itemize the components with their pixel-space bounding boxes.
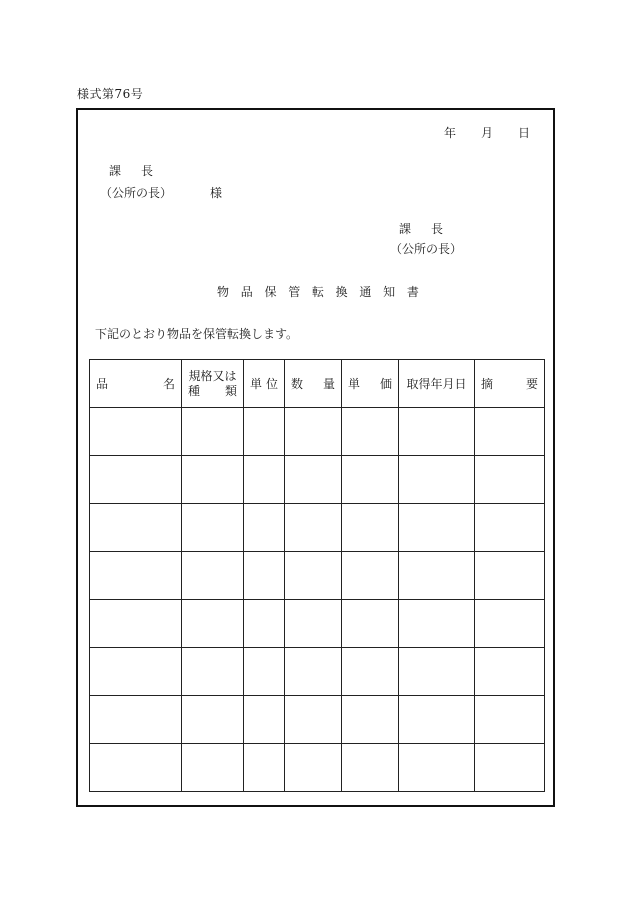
table-cell[interactable] <box>342 456 399 504</box>
table-row <box>90 744 545 792</box>
title-char: 物 <box>217 285 230 299</box>
header-char: 数 <box>291 377 304 391</box>
header-char: 位 <box>265 377 278 391</box>
table-cell[interactable] <box>244 696 285 744</box>
date-year-label: 年 <box>444 126 457 140</box>
table-cell[interactable] <box>244 744 285 792</box>
sender-title <box>399 220 443 237</box>
title-char: 知 <box>383 285 396 299</box>
table-cell[interactable] <box>285 456 342 504</box>
header-acquired-date <box>399 360 475 408</box>
header-char: 単 <box>348 377 361 391</box>
title-char: 管 <box>288 285 301 299</box>
table-cell[interactable] <box>475 648 545 696</box>
table-row <box>90 552 545 600</box>
table-cell[interactable] <box>244 456 285 504</box>
table-cell[interactable] <box>475 696 545 744</box>
table-cell[interactable] <box>399 744 475 792</box>
items-table <box>89 359 545 792</box>
header-char: 摘 <box>481 377 494 391</box>
table-cell[interactable] <box>342 408 399 456</box>
table-cell[interactable] <box>399 456 475 504</box>
table-cell[interactable] <box>342 600 399 648</box>
table-cell[interactable] <box>90 504 182 552</box>
table-cell[interactable] <box>399 696 475 744</box>
title-char: 書 <box>406 285 419 299</box>
table-cell[interactable] <box>285 744 342 792</box>
header-spec <box>182 360 244 408</box>
table-cell[interactable] <box>399 504 475 552</box>
table-cell[interactable] <box>475 744 545 792</box>
table-cell[interactable] <box>342 504 399 552</box>
header-char: 品 <box>96 377 109 391</box>
header-char: 価 <box>379 377 392 391</box>
table-cell[interactable] <box>90 552 182 600</box>
title-char: 通 <box>359 285 372 299</box>
table-row <box>90 696 545 744</box>
table-cell[interactable] <box>182 696 244 744</box>
table-cell[interactable] <box>399 552 475 600</box>
table-cell[interactable] <box>182 648 244 696</box>
addressee-title <box>109 162 153 179</box>
table-cell[interactable] <box>475 456 545 504</box>
table-cell[interactable] <box>285 552 342 600</box>
header-char: 名 <box>162 377 175 391</box>
table-cell[interactable] <box>475 504 545 552</box>
addressee-title-char-2: 長 <box>140 164 153 178</box>
addressee-honorific: 様 <box>210 186 223 200</box>
table-row <box>90 600 545 648</box>
header-char: 単 <box>250 377 263 391</box>
table-row <box>90 504 545 552</box>
table-cell[interactable] <box>90 408 182 456</box>
table-body <box>90 408 545 792</box>
form-frame <box>76 108 555 807</box>
table-cell[interactable] <box>90 456 182 504</box>
table-cell[interactable] <box>342 696 399 744</box>
title-char: 転 <box>311 285 324 299</box>
date-day-label: 日 <box>517 126 530 140</box>
addressee-title-char-1: 課 <box>109 164 122 178</box>
title-char: 換 <box>335 285 348 299</box>
table-cell[interactable] <box>182 408 244 456</box>
table-cell[interactable] <box>399 648 475 696</box>
table-cell[interactable] <box>182 504 244 552</box>
sender-title-char-2: 長 <box>430 222 443 236</box>
title-char: 品 <box>240 285 253 299</box>
date-month-label: 月 <box>480 126 493 140</box>
table-cell[interactable] <box>244 600 285 648</box>
table-row <box>90 456 545 504</box>
table-cell[interactable] <box>342 744 399 792</box>
addressee-office: （公所の長） <box>100 186 173 200</box>
table-cell[interactable] <box>475 600 545 648</box>
header-acquired-date-label: 取得年月日 <box>406 377 467 391</box>
table-cell[interactable] <box>285 408 342 456</box>
header-item-name <box>90 360 182 408</box>
form-number: 様式第76号 <box>77 87 144 101</box>
table-cell[interactable] <box>244 648 285 696</box>
header-remarks <box>475 360 545 408</box>
table-cell[interactable] <box>90 600 182 648</box>
table-cell[interactable] <box>182 456 244 504</box>
table-cell[interactable] <box>182 744 244 792</box>
header-price <box>342 360 399 408</box>
table-cell[interactable] <box>342 552 399 600</box>
table-cell[interactable] <box>285 504 342 552</box>
table-cell[interactable] <box>90 744 182 792</box>
table-cell[interactable] <box>182 600 244 648</box>
table-cell[interactable] <box>244 552 285 600</box>
table-cell[interactable] <box>285 648 342 696</box>
table-row <box>90 648 545 696</box>
table-row <box>90 408 545 456</box>
title-char: 保 <box>264 285 277 299</box>
sender-title-char-1: 課 <box>399 222 412 236</box>
table-cell[interactable] <box>182 552 244 600</box>
sender-office: （公所の長） <box>390 242 463 256</box>
document-title <box>217 283 419 300</box>
table-cell[interactable] <box>90 696 182 744</box>
table-cell[interactable] <box>342 648 399 696</box>
header-char: 種 <box>188 383 201 398</box>
table-cell[interactable] <box>399 408 475 456</box>
table-cell[interactable] <box>90 648 182 696</box>
table-cell[interactable] <box>244 408 285 456</box>
table-cell[interactable] <box>475 552 545 600</box>
table-cell[interactable] <box>244 504 285 552</box>
body-text: 下記のとおり物品を保管転換します。 <box>95 327 299 341</box>
table-cell[interactable] <box>285 600 342 648</box>
header-char: 類 <box>224 383 237 398</box>
header-quantity <box>285 360 342 408</box>
table-cell[interactable] <box>475 408 545 456</box>
date-line <box>444 124 530 141</box>
table-cell[interactable] <box>399 600 475 648</box>
table-cell[interactable] <box>285 696 342 744</box>
table-header-row <box>90 360 545 408</box>
header-unit <box>244 360 285 408</box>
header-char: 量 <box>322 377 335 391</box>
header-spec-line1: 規格又は <box>188 368 237 383</box>
header-char: 要 <box>525 377 538 391</box>
